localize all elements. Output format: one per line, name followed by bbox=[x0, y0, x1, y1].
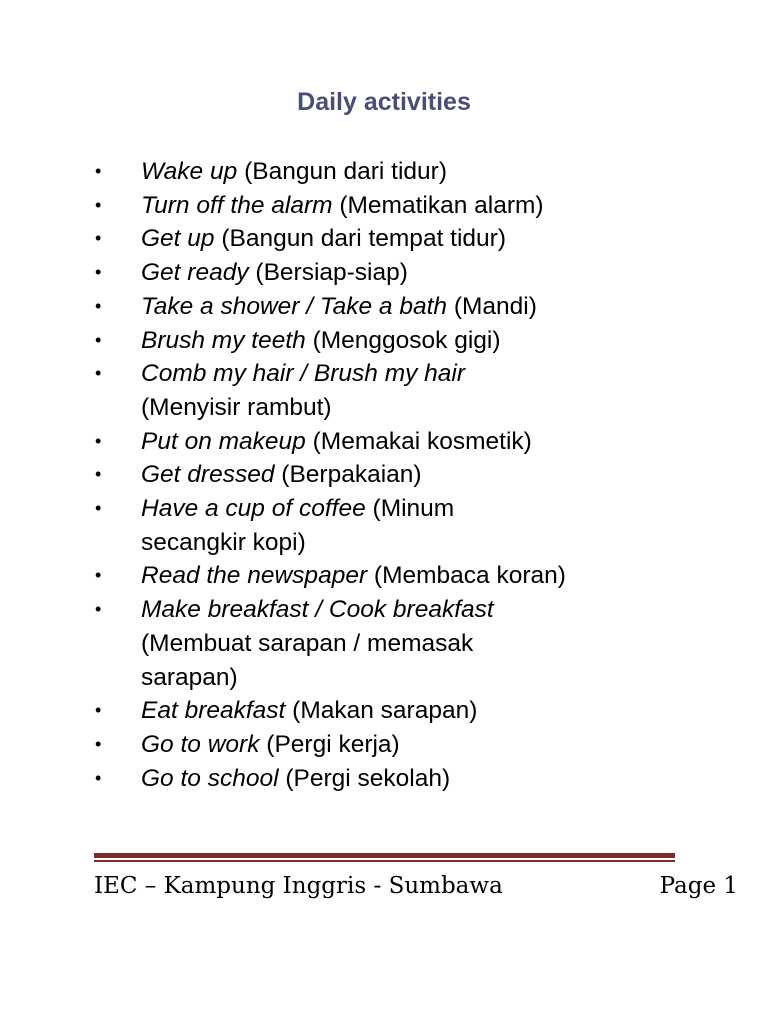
english-phrase: Put on makeup bbox=[141, 427, 306, 455]
english-phrase: Go to work bbox=[141, 730, 260, 758]
document-title: Daily activities bbox=[297, 88, 471, 116]
list-item bbox=[95, 762, 675, 796]
indonesian-translation: (Mandi) bbox=[453, 292, 537, 320]
indonesian-translation: (Pergi kerja) bbox=[266, 730, 400, 758]
list-item bbox=[95, 290, 675, 324]
indonesian-translation: (Menyisir rambut) bbox=[141, 393, 332, 421]
indonesian-translation: (Bersiap-siap) bbox=[255, 259, 408, 287]
bullet-icon: • bbox=[95, 161, 102, 181]
footer-divider-thin-line bbox=[94, 860, 675, 862]
footer-divider-thick-line bbox=[94, 853, 675, 858]
bullet-icon: • bbox=[95, 262, 102, 283]
english-phrase: Go to school bbox=[141, 764, 279, 792]
english-phrase: Wake up bbox=[141, 158, 238, 185]
page-number: Page 1 bbox=[659, 873, 738, 899]
indonesian-translation: (Menggosok gigi) bbox=[312, 326, 501, 354]
list-item bbox=[95, 458, 675, 492]
list-item bbox=[95, 357, 501, 424]
indonesian-translation: (Membuat sarapan / memasak sarapan) bbox=[141, 629, 474, 691]
english-phrase: Have a cup of coffee bbox=[141, 495, 366, 523]
list-item bbox=[95, 155, 675, 189]
english-phrase: Turn off the alarm bbox=[141, 191, 333, 219]
indonesian-translation: (Makan sarapan) bbox=[292, 697, 478, 725]
bullet-icon: • bbox=[95, 464, 102, 485]
bullet-icon: • bbox=[95, 329, 102, 350]
bullet-icon: • bbox=[95, 767, 102, 788]
indonesian-translation: (Pergi sekolah) bbox=[285, 764, 451, 792]
bullet-icon: • bbox=[95, 565, 102, 586]
list-item bbox=[95, 256, 675, 290]
list-item bbox=[95, 189, 675, 223]
indonesian-translation: (Membaca koran) bbox=[373, 562, 566, 590]
english-phrase: Brush my teeth bbox=[141, 326, 306, 354]
english-phrase: Read the newspaper bbox=[141, 562, 368, 590]
indonesian-translation: (Memakai kosmetik) bbox=[312, 427, 532, 455]
bullet-icon: • bbox=[95, 363, 102, 384]
list-item bbox=[95, 324, 675, 358]
bullet-icon: • bbox=[95, 733, 102, 754]
bullet-icon: • bbox=[95, 430, 102, 451]
english-phrase: Get up bbox=[141, 225, 215, 253]
english-phrase: Take a shower / Take a bath bbox=[141, 292, 447, 320]
english-phrase: Comb my hair / Brush my hair bbox=[141, 360, 466, 388]
list-item bbox=[95, 492, 551, 559]
indonesian-translation: (Bangun dari tidur) bbox=[244, 158, 447, 185]
activity-list bbox=[95, 155, 675, 795]
list-item bbox=[95, 425, 675, 459]
list-item bbox=[95, 593, 561, 694]
footer-divider bbox=[94, 853, 675, 862]
bullet-icon: • bbox=[95, 700, 102, 721]
list-item bbox=[95, 559, 586, 593]
bullet-icon: • bbox=[95, 228, 102, 249]
bullet-icon: • bbox=[95, 498, 102, 519]
list-item bbox=[95, 694, 675, 728]
bullet-icon: • bbox=[95, 295, 102, 316]
indonesian-translation: (Bangun dari tempat tidur) bbox=[221, 225, 506, 253]
bullet-icon: • bbox=[95, 194, 102, 215]
english-phrase: Eat breakfast bbox=[141, 697, 286, 725]
english-phrase: Make breakfast / Cook breakfast bbox=[141, 596, 494, 624]
indonesian-translation: (Berpakaian) bbox=[281, 461, 422, 489]
english-phrase: Get dressed bbox=[141, 461, 275, 489]
indonesian-translation: (Minum secangkir kopi) bbox=[141, 495, 455, 556]
list-item bbox=[95, 728, 675, 762]
footer-organization: IEC – Kampung Inggris - Sumbawa bbox=[94, 873, 503, 899]
list-item bbox=[95, 222, 675, 256]
indonesian-translation: (Mematikan alarm) bbox=[339, 191, 544, 219]
bullet-icon: • bbox=[95, 599, 102, 620]
english-phrase: Get ready bbox=[141, 259, 249, 287]
